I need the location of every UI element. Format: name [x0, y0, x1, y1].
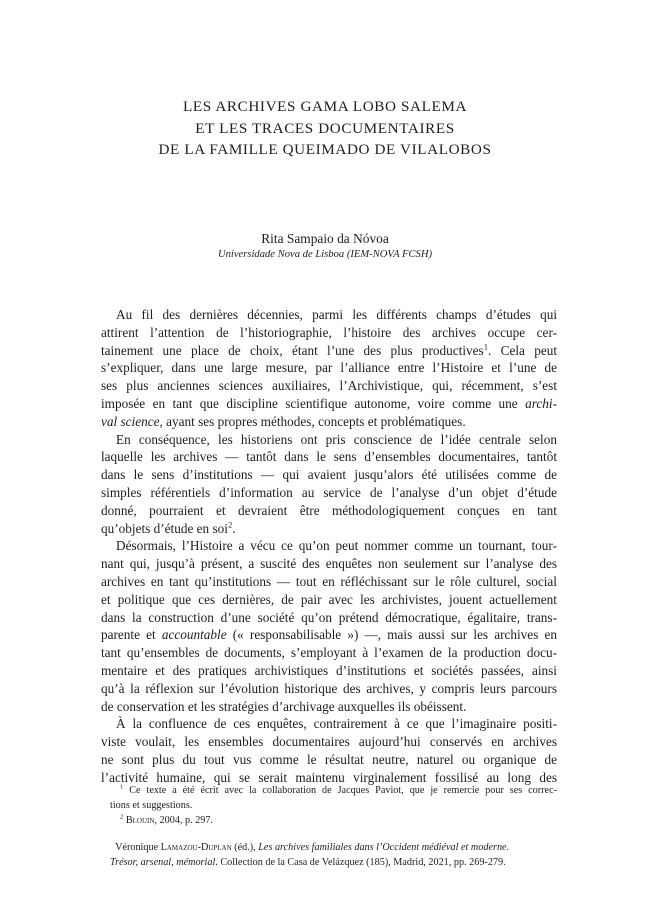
body-line: qu’à la réflexion sur l’évolution historique des archives, y compris leurs parcours — [101, 680, 557, 696]
body-line: imposée en tant que discipline scientifique autonome, voire comme une archi- — [101, 395, 557, 411]
author-affiliation: Universidade Nova de Lisboa (IEM-NOVA FCSH) — [217, 249, 433, 260]
article-body — [101, 306, 557, 787]
body-line: nant qui, jusqu’à présent, a suscité des enquêtes non seulement sur l’analyse des — [101, 556, 557, 572]
footnote-ref-1[interactable]: 1 — [483, 341, 489, 352]
footnote-1-cont: tions et suggestions. — [110, 800, 193, 811]
body-line: Désormais, l’Histoire a vécu ce qu’on peut nommer comme un tournant, tour- — [116, 538, 557, 554]
body-line: viste voulait, les ensembles documentaires aujourd’hui conservés en archives — [101, 734, 557, 750]
body-line: archives en tant qu’institutions — tout en réfléchissant sur le rôle culturel, social — [101, 573, 557, 589]
body-line: l’activité humaine, qui se serait maintenu virginalement fossilisé au long des — [101, 769, 557, 785]
body-line: qu’objets d’étude en soi$^2$. — [101, 519, 236, 536]
footnote-1: $^1$ Ce texte a été écrit avec la collaboration de Jacques Paviot, que je remercie pour ses correc- — [120, 783, 557, 796]
footnote-ref-2[interactable]: 2 — [227, 519, 233, 530]
body-line: laquelle les archives — tantôt dans le sens d’ensembles documentaires, tantôt — [101, 449, 557, 465]
body-line: ne sont plus du tout vus comme le résultat neutre, naturel ou organique de — [101, 751, 557, 767]
title-line-3: DE LA FAMILLE QUEIMADO DE VILALOBOS — [158, 141, 492, 158]
body-line: et politique que ces dernières, de pair avec les archivistes, jouent actuellement — [101, 591, 557, 607]
article-title — [0, 96, 650, 161]
body-line: dans la construction d’une société qu’on prétend démocratique, égalitaire, trans- — [101, 609, 557, 625]
body-line: parente et accountable (« responsabilisable ») —, mais aussi sur les archives en — [101, 627, 557, 643]
body-line: dans le sens d’institutions — qui avaient jusqu’alors été utilisées comme de — [101, 467, 557, 483]
body-line: Au fil des dernières décennies, parmi les différents champs d’études qui — [116, 307, 557, 322]
body-line: de conservation et les stratégies d’archivage auxquelles ils obéissent. — [101, 698, 467, 714]
body-line: donné, pourraient et devraient être méthodologiquement conçues en tant — [101, 502, 557, 518]
body-line: tant qu’ensembles de documents, s’employant à l’examen de la production docu- — [101, 645, 557, 661]
title-line-1: LES ARCHIVES GAMA LOBO SALEMA — [182, 98, 468, 115]
source-citation — [110, 840, 557, 870]
body-line: ses plus anciennes sciences auxiliaires, l’Archivistique, qui, récemment, s’est — [101, 378, 557, 394]
author-name: Rita Sampaio da Nóvoa — [261, 231, 389, 246]
source-line-1: Véronique Lamazou-Duplan (éd.), Les archives familiales dans l’Occident médiéval et moderne. — [115, 842, 510, 853]
body-line: val science, ayant ses propres méthodes, concepts et problématiques. — [101, 413, 466, 429]
footnotes — [110, 783, 557, 828]
title-line-2: ET LES TRACES DOCUMENTAIRES — [195, 119, 455, 137]
footnote-2: $^2$ Blouin, 2004, p. 297. — [120, 813, 214, 826]
source-line-2: Trésor, arsenal, mémorial. Collection de la Casa de Velázquez (185), Madrid, 2021, pp. 269-279. — [110, 857, 506, 868]
body-line: À la confluence de ces enquêtes, contrairement à ce que l’imaginaire positi- — [116, 716, 557, 732]
body-line: s’expliquer, dans une large mesure, par l’alliance entre l’Histoire et l’une de — [101, 360, 557, 376]
body-line: simples référentiels d’information au service de l’analyse d’un objet d’étude — [101, 484, 557, 500]
body-line: En conséquence, les historiens ont pris conscience de l’idée centrale selon — [116, 431, 557, 447]
body-line: mentaire et des pratiques archivistiques d’institutions et sociétés passées, ainsi — [101, 662, 557, 678]
body-line: tainement une place de choix, étant l’une des plus productives$^1$. Cela peut — [101, 341, 558, 358]
body-line: attirent l’attention de l’historiographie, l’histoire des archives occupe cer- — [101, 324, 557, 340]
